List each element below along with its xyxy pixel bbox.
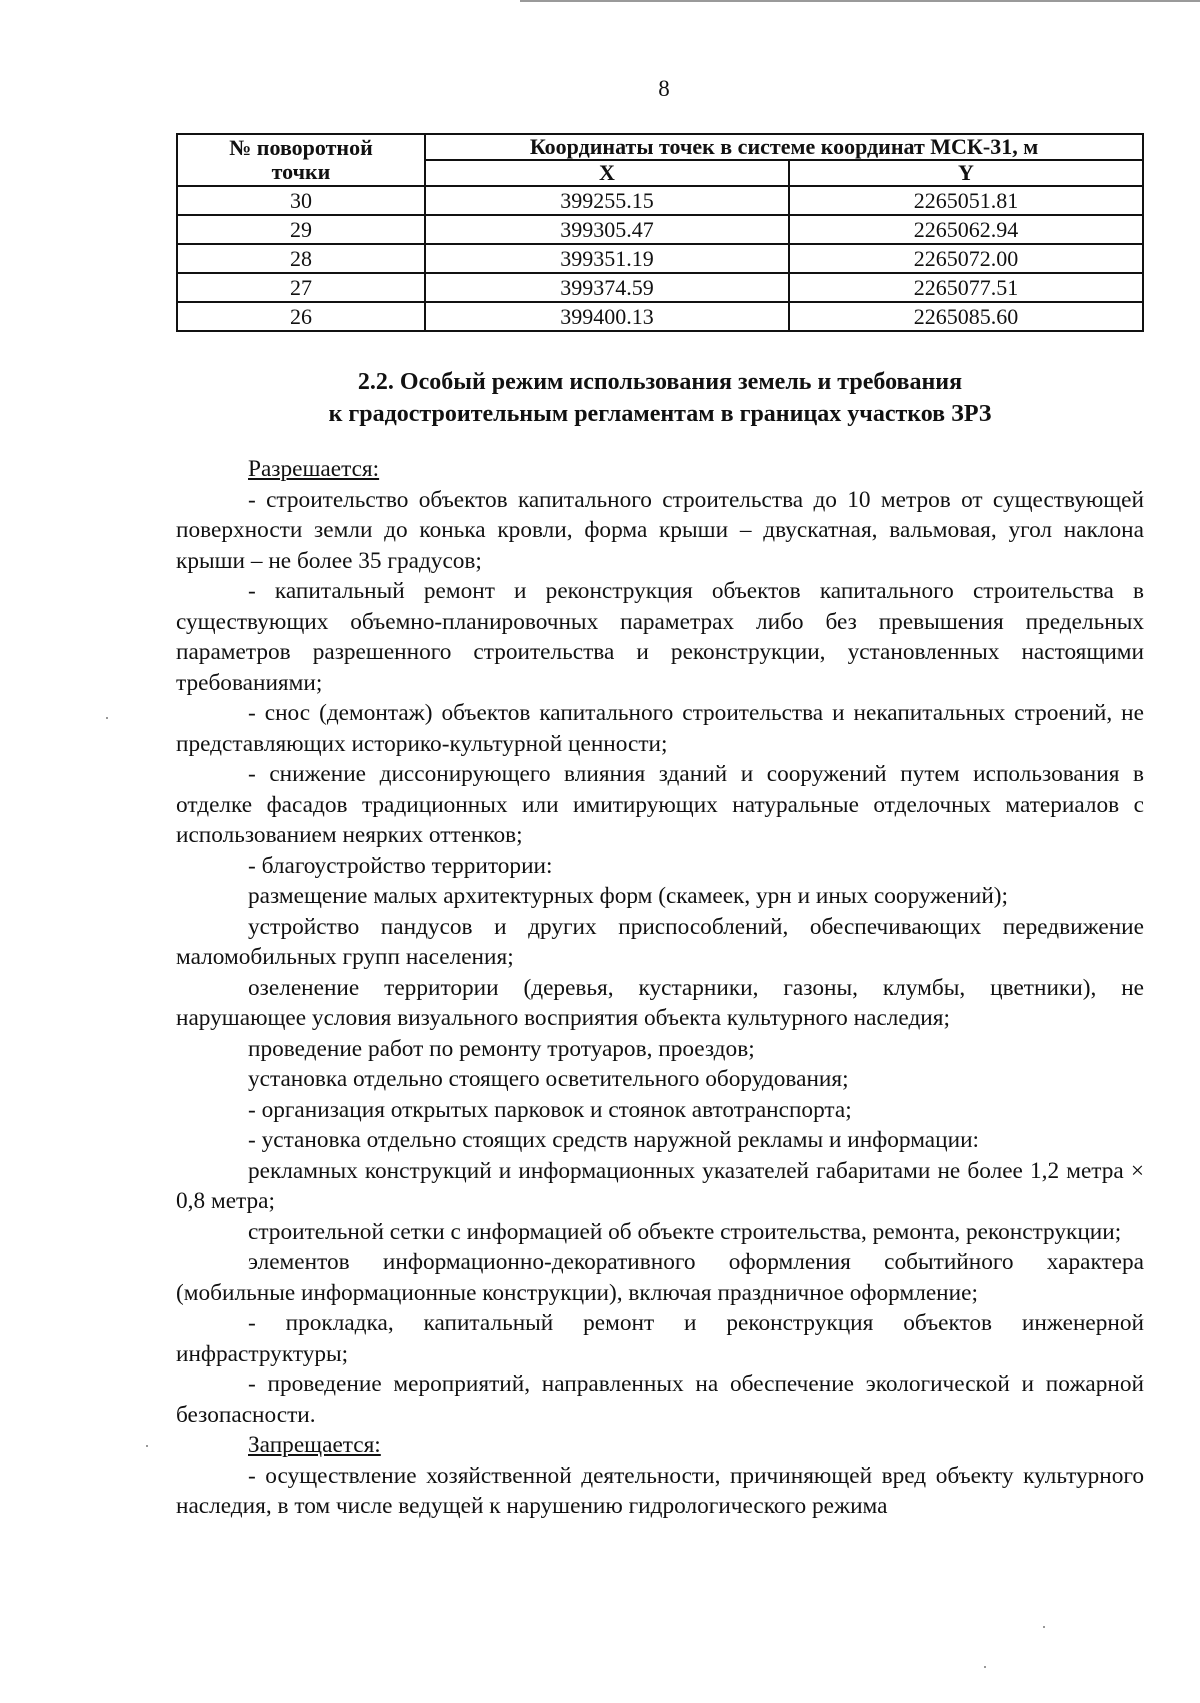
paragraph: - снижение диссонирующего влияния зданий и сооружений путем использования в отделке фасадов традиционных или имитирующих натуральные отделочных материалов с использованием неярких оттенков; [176, 761, 1144, 848]
cell-point-number: 27 [177, 273, 425, 302]
paragraph: - снос (демонтаж) объектов капитального строительства и некапитальных строений, не представляющих историко-культурной ценности; [176, 700, 1144, 757]
cell-point-number: 30 [177, 186, 425, 215]
table-row [177, 273, 1143, 302]
header-y: Y [789, 160, 1143, 186]
section-heading-line1: 2.2. Особый режим использования земель и требования [357, 369, 963, 395]
scan-speck [984, 1666, 986, 1668]
paragraph: - благоустройство территории: [248, 852, 553, 879]
paragraph: установка отдельно стоящего осветительного оборудования; [248, 1066, 849, 1092]
cell-x: 399400.13 [425, 302, 789, 331]
paragraph: - капитальный ремонт и реконструкция объектов капитального строительства в существующих объемно-планировочных параметрах либо без превышения предельных параметров разрешенного строительства и реконструкции, установленных настоящими требованиями; [176, 578, 1144, 696]
cell-y: 2265051.81 [789, 186, 1143, 215]
header-x: X [425, 160, 789, 186]
prohibited-label-paragraph [176, 1430, 1144, 1461]
prohibited-label: Запрещается: [248, 1432, 381, 1458]
cell-x: 399305.47 [425, 215, 789, 244]
cell-y: 2265072.00 [789, 244, 1143, 273]
cell-y: 2265062.94 [789, 215, 1143, 244]
paragraph: - проведение мероприятий, направленных на обеспечение экологической и пожарной безопасности. [176, 1371, 1144, 1428]
body-text [176, 454, 1144, 1522]
cell-point-number: 28 [177, 244, 425, 273]
section-heading [176, 366, 1144, 430]
page-number: 8 [658, 76, 670, 101]
table-row [177, 186, 1143, 215]
paragraph: - осуществление хозяйственной деятельности, причиняющей вред объекту культурного наследия, в том числе ведущей к нарушению гидрологического режима [176, 1462, 1144, 1519]
top-rule [520, 0, 1200, 2]
table-row [177, 302, 1143, 331]
scan-speck [1043, 1626, 1045, 1628]
cell-x: 399255.15 [425, 186, 789, 215]
paragraph: размещение малых архитектурных форм (скамеек, урн и иных сооружений); [248, 883, 1009, 909]
header-point-number-line2: точки [271, 159, 331, 185]
paragraph: - установка отдельно стоящих средств наружной рекламы и информации: [248, 1127, 980, 1153]
paragraph: озеленение территории (деревья, кустарники, газоны, клумбы, цветники), не нарушающее условия визуального восприятия объекта культурного наследия; [176, 974, 1144, 1031]
paragraph: строительной сетки с информацией об объекте строительства, ремонта, реконструкции; [248, 1218, 1122, 1245]
allowed-label: Разрешается: [248, 456, 380, 482]
cell-y: 2265085.60 [789, 302, 1143, 331]
header-point-number [177, 134, 425, 186]
cell-point-number: 29 [177, 215, 425, 244]
coordinates-table [176, 133, 1144, 332]
cell-x: 399374.59 [425, 273, 789, 302]
allowed-label-paragraph [176, 454, 1144, 485]
paragraph: элементов информационно-декоративного оформления событийного характера (мобильные информационные конструкции), включая праздничное оформление; [176, 1249, 1144, 1306]
section-heading-line2: к градостроительным регламентам в границах участков ЗРЗ [328, 401, 992, 427]
scan-speck [146, 1445, 148, 1447]
cell-point-number: 26 [177, 302, 425, 331]
cell-y: 2265077.51 [789, 273, 1143, 302]
cell-x: 399351.19 [425, 244, 789, 273]
paragraph: устройство пандусов и других приспособлений, обеспечивающих передвижение маломобильных групп населения; [176, 913, 1144, 970]
header-coordinates: Координаты точек в системе координат МСК-31, м [425, 134, 1143, 160]
paragraph: рекламных конструкций и информационных указателей габаритами не более 1,2 метра × 0,8 метра; [176, 1157, 1144, 1214]
table-row [177, 244, 1143, 273]
header-point-number-line1: № поворотной [229, 135, 373, 160]
scan-speck [106, 717, 108, 719]
paragraph: - организация открытых парковок и стоянок автотранспорта; [248, 1096, 852, 1123]
paragraph: проведение работ по ремонту тротуаров, проездов; [248, 1035, 755, 1062]
table-row [177, 215, 1143, 244]
paragraph: - строительство объектов капитального строительства до 10 метров от существующей поверхности земли до конька кровли, форма крыши – двускатная, вальмовая, угол наклона крыши – не более 35 градусов; [176, 486, 1144, 574]
paragraph: - прокладка, капитальный ремонт и реконструкция объектов инженерной инфраструктуры; [176, 1310, 1144, 1367]
